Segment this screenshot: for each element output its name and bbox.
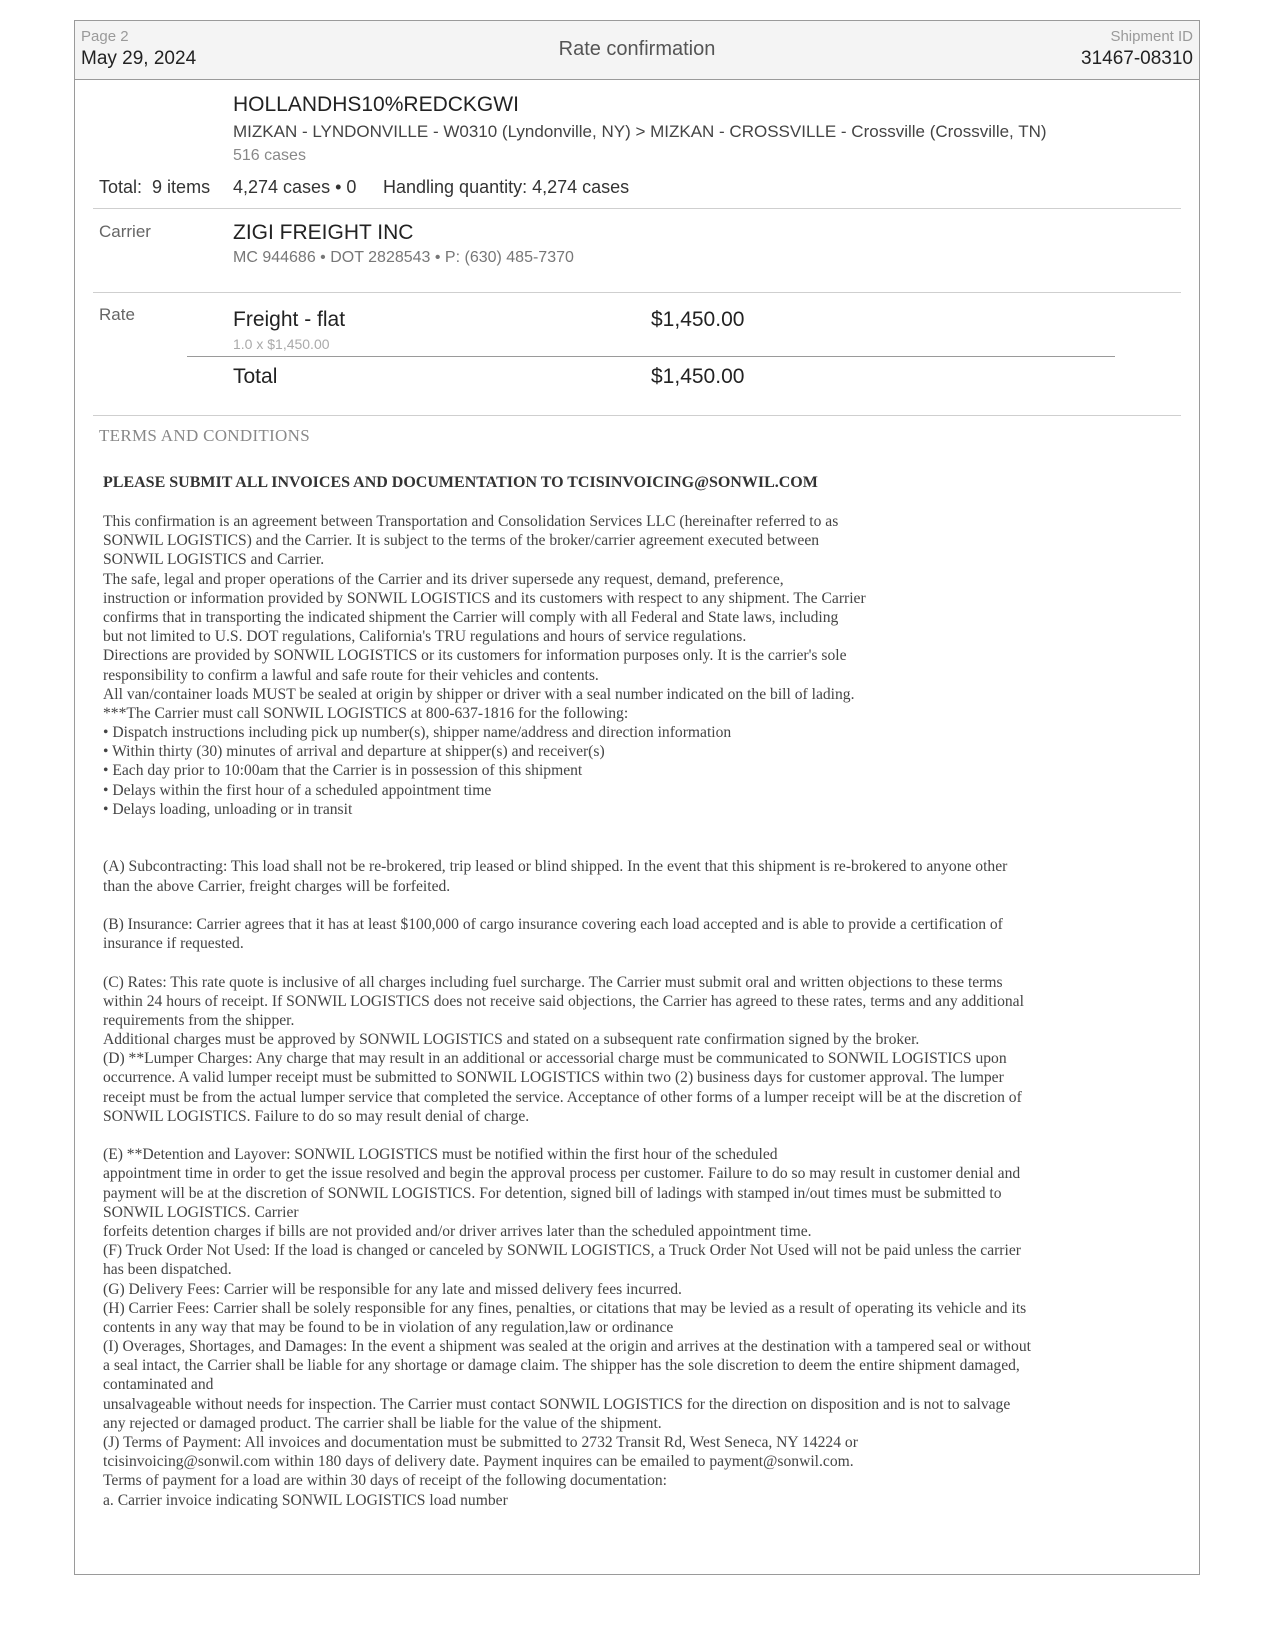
terms-line: occurrence. A valid lumper receipt must be submitted to SONWIL LOGISTICS within two (2) business days for customer approval. The lumper: [103, 1069, 1004, 1087]
terms-line: requirements from the shipper.: [103, 1011, 295, 1029]
terms-line: (H) Carrier Fees: Carrier shall be solely responsible for any fines, penalties, or citations that may be levied as a result of operating its vehicle and its: [103, 1299, 1027, 1317]
page-header: [75, 21, 1199, 80]
terms-line: (B) Insurance: Carrier agrees that it has at least $100,000 of cargo insurance covering each load accepted and is able to provide a certification of: [103, 915, 1003, 933]
terms-line: instruction or information provided by SONWIL LOGISTICS and its customers with respect to any shipment. The Carrier: [103, 589, 866, 607]
terms-line: (A) Subcontracting: This load shall not be re-brokered, trip leased or blind shipped. In the event that this shipment is re-brokered to anyone other: [103, 858, 1008, 876]
carrier-details: MC 944686 • DOT 2828543 • P: (630) 485-7370: [233, 249, 574, 266]
carrier-label: Carrier: [99, 222, 151, 241]
document-title: Rate confirmation: [558, 38, 716, 60]
totals-label: [99, 177, 210, 198]
terms-line: SONWIL LOGISTICS. Carrier: [103, 1203, 299, 1221]
page-number: Page 2: [81, 28, 129, 45]
totals-prefix: Total:: [99, 177, 143, 197]
terms-line: (F) Truck Order Not Used: If the load is changed or canceled by SONWIL LOGISTICS, a Truck Order Not Used will not be paid unless the carrier: [103, 1242, 1021, 1260]
totals-items: 9 items: [152, 177, 211, 197]
terms-line: • Within thirty (30) minutes of arrival and departure at shipper(s) and receiver(s): [103, 743, 605, 761]
shipment-id-label: Shipment ID: [1110, 28, 1193, 45]
terms-spacer: [103, 953, 1143, 972]
terms-line: (D) **Lumper Charges: Any charge that may result in an additional or accessorial charge must be communicated to SONWIL LOGISTICS upon: [103, 1050, 1007, 1068]
terms-line: appointment time in order to get the issue resolved and begin the approval process per customer. Failure to do so may result in customer denial and: [103, 1165, 1021, 1183]
terms-line: Additional charges must be approved by SONWIL LOGISTICS and stated on a subsequent rate confirmation signed by the broker.: [103, 1031, 920, 1049]
terms-spacer: [103, 838, 1143, 857]
terms-line: (C) Rates: This rate quote is inclusive of all charges including fuel surcharge. The Carrier must submit oral and written objections to these terms: [103, 973, 1003, 991]
item-quantity: 516 cases: [233, 147, 306, 164]
terms-line: has been dispatched.: [103, 1261, 232, 1279]
terms-line: unsalvageable without needs for inspection. The Carrier must contact SONWIL LOGISTICS for the direction on disposition and is not to salvage: [103, 1395, 1011, 1413]
item-route: MIZKAN - LYNDONVILLE - W0310 (Lyndonville, NY) > MIZKAN - CROSSVILLE - Crossville (Crossville, TN): [233, 122, 1047, 141]
rate-line-amount: $1,450.00: [651, 308, 745, 331]
terms-lines: [103, 512, 1143, 1510]
shipment-id: 31467-08310: [1081, 48, 1193, 69]
terms-line: but not limited to U.S. DOT regulations, California's TRU regulations and hours of service regulations.: [103, 628, 747, 646]
terms-body: [103, 512, 1143, 1510]
terms-line: (G) Delivery Fees: Carrier will be responsible for any late and missed delivery fees incurred.: [103, 1280, 682, 1298]
rate-total-label: Total: [233, 365, 278, 388]
totals-cases: 4,274 cases • 0: [233, 177, 357, 197]
document-date: May 29, 2024: [81, 48, 197, 69]
rate-divider: [187, 356, 1115, 357]
terms-invoice-notice: PLEASE SUBMIT ALL INVOICES AND DOCUMENTATION TO TCISINVOICING@SONWIL.COM: [103, 474, 818, 491]
document-page: [74, 20, 1200, 1575]
terms-line: contaminated and: [103, 1376, 214, 1394]
rate-label: Rate: [99, 305, 135, 324]
terms-line: a. Carrier invoice indicating SONWIL LOGISTICS load number: [103, 1491, 508, 1509]
terms-line: Directions are provided by SONWIL LOGISTICS or its customers for information purposes only. It is the carrier's sole: [103, 647, 847, 665]
terms-line: SONWIL LOGISTICS) and the Carrier. It is subject to the terms of the broker/carrier agreement executed between: [103, 532, 820, 550]
terms-line: payment will be at the discretion of SONWIL LOGISTICS. For detention, signed bill of ladings with stamped in/out times must be submitted to: [103, 1184, 1002, 1202]
terms-spacer: [103, 1126, 1143, 1145]
terms-line: forfeits detention charges if bills are not provided and/or driver arrives later than the scheduled appointment time.: [103, 1222, 812, 1240]
carrier-name: ZIGI FREIGHT INC: [233, 221, 414, 244]
terms-line: contents in any way that may be found to be in violation of any regulation,law or ordinance: [103, 1318, 674, 1336]
terms-line: any rejected or damaged product. The carrier shall be liable for the value of the shipment.: [103, 1414, 662, 1432]
rate-line-name: Freight - flat: [233, 308, 346, 331]
terms-line: (I) Overages, Shortages, and Damages: In the event a shipment was sealed at the origin and arrives at the destination with a tampered seal or without: [103, 1338, 1031, 1356]
terms-line: (J) Terms of Payment: All invoices and documentation must be submitted to 2732 Transit Rd, West Seneca, NY 14224 or: [103, 1434, 858, 1451]
terms-line: ***The Carrier must call SONWIL LOGISTICS at 800-637-1816 for the following:: [103, 704, 629, 722]
terms-spacer: [103, 819, 1143, 838]
terms-line: The safe, legal and proper operations of the Carrier and its driver supersede any request, demand, preference,: [103, 570, 784, 588]
terms-line: • Each day prior to 10:00am that the Carrier is in possession of this shipment: [103, 762, 583, 780]
terms-spacer: [103, 896, 1143, 915]
terms-line: SONWIL LOGISTICS. Failure to do so may result denial of charge.: [103, 1107, 530, 1125]
terms-line: • Delays loading, unloading or in transit: [103, 800, 353, 818]
terms-line: Terms of payment for a load are within 30 days of receipt of the following documentation:: [103, 1472, 668, 1490]
terms-line: • Dispatch instructions including pick up number(s), shipper name/address and direction information: [103, 724, 732, 742]
terms-line: receipt must be from the actual lumper service that completed the service. Acceptance of other forms of a lumper receipt will be at the discretion of: [103, 1088, 1022, 1106]
terms-line: SONWIL LOGISTICS and Carrier.: [103, 551, 325, 569]
divider: [93, 208, 1181, 209]
terms-line: insurance if requested.: [103, 935, 244, 953]
terms-line: This confirmation is an agreement between Transportation and Consolidation Services LLC (hereinafter referred to as: [103, 513, 839, 530]
terms-title: TERMS AND CONDITIONS: [99, 426, 310, 445]
terms-line: tcisinvoicing@sonwil.com within 180 days of delivery date. Payment inquires can be emailed to payment@sonwil.com.: [103, 1453, 854, 1471]
divider: [93, 292, 1181, 293]
rate-line-calc: 1.0 x $1,450.00: [233, 336, 330, 352]
terms-line: (E) **Detention and Layover: SONWIL LOGISTICS must be notified within the first hour of the scheduled: [103, 1146, 778, 1164]
terms-line: a seal intact, the Carrier shall be liable for any shortage or damage claim. The shipper has the sole discretion to deem the entire shipment damaged,: [103, 1357, 1020, 1375]
terms-line: than the above Carrier, freight charges will be forfeited.: [103, 877, 451, 895]
terms-line: responsibility to confirm a lawful and safe route for their vehicles and contents.: [103, 666, 599, 684]
header-right: [1081, 28, 1193, 72]
rate-total-amount: $1,450.00: [651, 365, 745, 388]
item-code: HOLLANDHS10%REDCKGWI: [233, 93, 519, 116]
terms-line: within 24 hours of receipt. If SONWIL LOGISTICS does not receive said objections, the Carrier has agreed to these rates, terms and any additional: [103, 992, 1024, 1010]
divider: [93, 415, 1181, 416]
terms-line: All van/container loads MUST be sealed at origin by shipper or driver with a seal number indicated on the bill of lading.: [103, 685, 855, 703]
terms-line: confirms that in transporting the indicated shipment the Carrier will comply with all Federal and State laws, including: [103, 608, 839, 626]
terms-line: • Delays within the first hour of a scheduled appointment time: [103, 781, 492, 799]
handling-quantity: Handling quantity: 4,274 cases: [383, 177, 630, 197]
